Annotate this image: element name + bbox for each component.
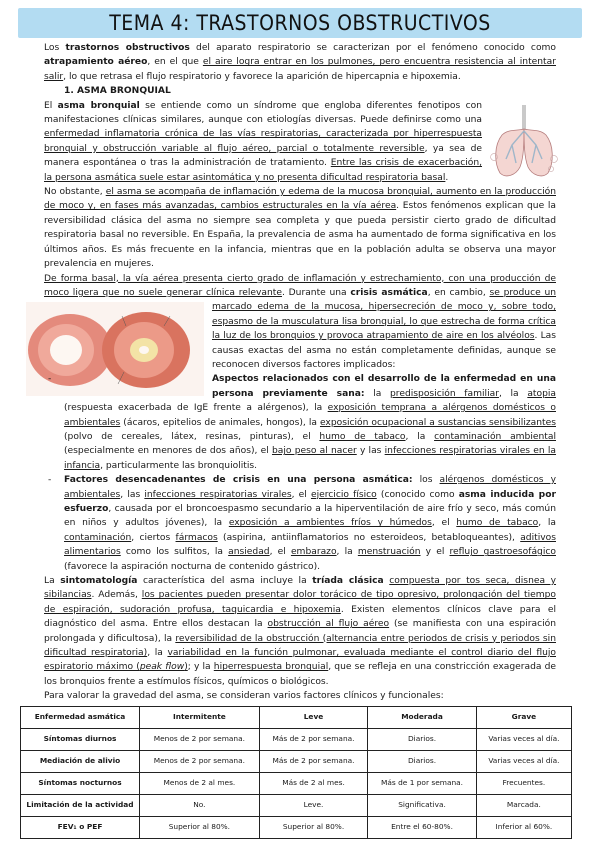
document-body	[26, 41, 560, 839]
row-header: Síntomas nocturnos	[21, 772, 140, 794]
paragraph-severity-intro: Para valorar la gravedad del asma, se consideran varios factores clínicos y funcionales:	[44, 691, 444, 702]
column-header: Enfermedad asmática	[21, 706, 140, 728]
table-cell: No.	[140, 794, 260, 816]
table-cell: Superior al 80%.	[259, 816, 368, 838]
column-header: Intermitente	[140, 706, 260, 728]
table-cell: Inferior al 60%.	[476, 816, 571, 838]
table-cell: Menos de 2 al mes.	[140, 772, 260, 794]
row-header: FEV₁ o PEF	[21, 816, 140, 838]
section-heading: 1. ASMA BRONQUIAL	[64, 86, 171, 97]
list-item: - Factores desencadenantes de crisis en una persona asmática: los alérgenos domésticos y ambientales, las infecciones respiratorias virales, el ejercicio físico (conocido como asma inducida por esfuerzo, causada por el broncoespasmo secundario a la hiperventilación de aire frío y seco, más común en niños y adultos jóvenes), la exposición a ambientes fríos y húmedos, el humo de tabaco, la contaminación, ciertos fármacos (aspirina, antiinflamatorios no esteroideos, betabloqueantes), aditivos alimentarios como los sulfitos, la ansiedad, el embarazo, la menstruación y el reflujo gastroesofágico (favorece la aspiración nocturna de contenido gástrico).	[64, 473, 556, 574]
table-cell: Más de 2 por semana.	[259, 750, 368, 772]
table-row	[21, 794, 572, 816]
table-cell: Menos de 2 por semana.	[140, 728, 260, 750]
table-cell: Más de 1 por semana.	[368, 772, 477, 794]
table-cell: Diarios.	[368, 728, 477, 750]
intro-paragraph: Los trastornos obstructivos del aparato respiratorio se caracterizan por el fenómeno conocido como atrapamiento aéreo, en el que el aire logra entrar en los pulmones, pero encuentra resistencia al intentar salir, lo que retrasa el flujo respiratorio y favorece la aparición de hipercapnia e hipoxemia.	[44, 43, 556, 82]
row-header: Limitación de la actividad	[21, 794, 140, 816]
table-cell: Menos de 2 por semana.	[140, 750, 260, 772]
table-row	[21, 750, 572, 772]
factor-list	[44, 372, 556, 574]
paragraph-inflammation: No obstante, el asma se acompaña de inflamación y edema de la mucosa bronquial, aumento en la producción de moco y, en fases más avanzadas, cambios estructurales en la vía aérea. Estos fenómenos explican que la reversibilidad clásica del asma no siempre sea completa y que pueda persistir cierto grado de dificultad respiratoria basal no reversible. En España, la prevalencia de asma ha aumentado de forma significativa en los últimos años. Es más frecuente en la infancia, mientras que en la población adulta se observa una mayor prevalencia en mujeres.	[44, 187, 556, 270]
table-cell: Marcada.	[476, 794, 571, 816]
paragraph-symptoms: La sintomatología característica del asma incluye la tríada clásica compuesta por tos seca, disnea y sibilancias. Además, los pacientes pueden presentar dolor torácico de tipo opresivo, prolongación del tiempo de espiración, sudoración profusa, taquicardia e hipoxemia. Existen elementos clínicos clave para el diagnóstico del asma. Entre ellos destacan la obstrucción al flujo aéreo (se manifiesta con una espiración prolongada y dificultosa), la reversibilidad de la obstrucción (alternancia entre periodos de crisis y periodos sin dificultad respiratoria), la variabilidad en la función pulmonar, evaluada mediante el control diario del flujo espiratorio máximo (peak flow); y la hiperrespuesta bronquial, que se refleja en una constricción exagerada de los bronquios frente a estímulos físicos, químicos o biológicos.	[44, 576, 557, 687]
paragraph-definition: El asma bronquial se entiende como un síndrome que engloba diferentes fenotipos con manifestaciones clínicas similares, aunque con etiologías diversas. Puede definirse como una enfermedad inflamatoria crónica de las vías respiratorias, caracterizada por hiperrespuesta bronquial y obstrucción variable al flujo aéreo, parcial o totalmente reversible, ya sea de manera espontánea o tras la administración de tratamiento. Entre las crisis de exacerbación, la persona asmática suele estar asintomática y no presenta dificultad respiratoria basal.	[44, 100, 483, 183]
table-cell: Diarios.	[368, 750, 477, 772]
title-bar	[18, 8, 582, 38]
table-cell: Frecuentes.	[476, 772, 571, 794]
page-title: TEMA 4: TRASTORNOS OBSTRUCTIVOS	[109, 11, 491, 35]
column-header: Grave	[476, 706, 571, 728]
table-cell: Superior al 80%.	[140, 816, 260, 838]
row-header: Mediación de alivio	[21, 750, 140, 772]
column-header: Leve	[259, 706, 368, 728]
table-cell: Varias veces al día.	[476, 750, 571, 772]
table-cell: Significativa.	[368, 794, 477, 816]
table-row	[21, 816, 572, 838]
table-header-row	[21, 706, 572, 728]
table-cell: Más de 2 al mes.	[259, 772, 368, 794]
severity-table	[20, 706, 572, 839]
table-cell: Leve.	[259, 794, 368, 816]
column-header: Moderada	[368, 706, 477, 728]
paragraph-crisis: De forma basal, la vía aérea presenta cierto grado de inflamación y estrechamiento, con una producción de moco ligera que no suele generar clínica relevante. Durante una crisis asmática, en cambio, se produce un marcado edema de la mucosa, hipersecreción de moco y, sobre todo, espasmo de la musculatura lisa bronquial, lo que estrecha de forma crítica la luz de los bronquios y provoca atrapamiento de aire en los alvéolos. Las causas exactas del asma no están completamente definidas, aunque se reconocen diversos factores implicados:	[44, 272, 556, 373]
table-row	[21, 728, 572, 750]
table-cell: Varias veces al día.	[476, 728, 571, 750]
table-cell: Entre el 60-80%.	[368, 816, 477, 838]
row-header: Síntomas diurnos	[21, 728, 140, 750]
table-cell: Más de 2 por semana.	[259, 728, 368, 750]
list-item: - Aspectos relacionados con el desarrollo de la enfermedad en una persona previamente sana: la predisposición familiar, la atopia (respuesta exacerbada de IgE frente a alérgenos), la exposición temprana a alérgenos domésticos o ambientales (ácaros, epitelios de animales, hongos), la exposición ocupacional a sustancias sensibilizantes (polvo de cereales, látex, resinas, pinturas), el humo de tabaco, la contaminación ambiental (especialmente en menores de dos años), el bajo peso al nacer y las infecciones respiratorias virales en la infancia, particularmente las bronquiolitis.	[64, 372, 556, 473]
table-row	[21, 772, 572, 794]
lungs-illustration	[488, 101, 560, 181]
